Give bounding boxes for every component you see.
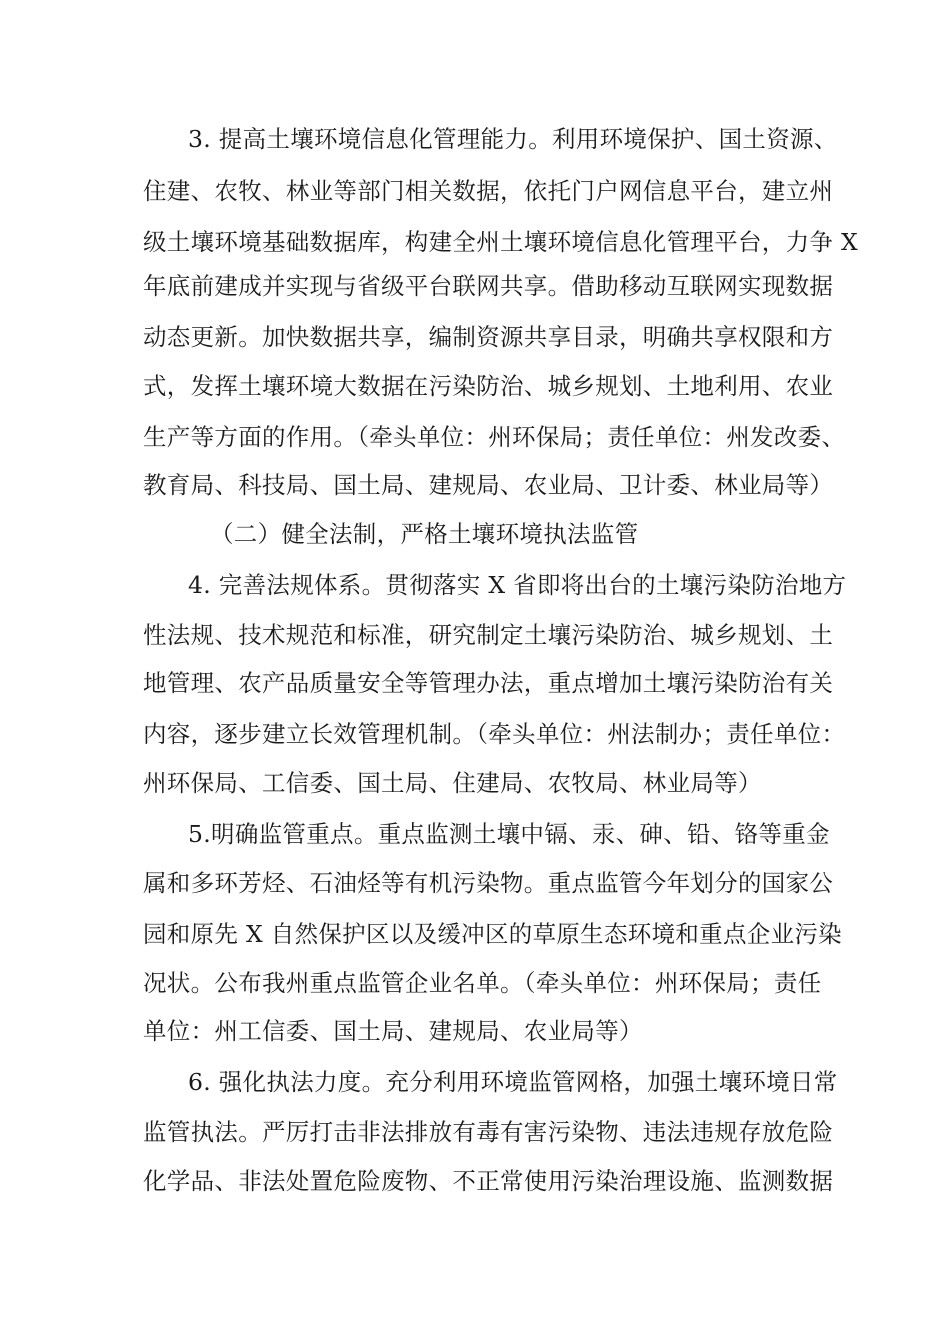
paragraph-5-line-1: 5.明确监管重点。重点监测土壤中镉、汞、砷、铅、铬等重金 (188, 820, 830, 848)
paragraph-3-line-6: 式，发挥土壤环境大数据在污染防治、城乡规划、土地利用、农业 (143, 372, 834, 400)
paragraph-5-line-5: 单位：州工信委、国土局、建规局、农业局等） (143, 1017, 643, 1045)
section-heading: （二）健全法制，严格土壤环境执法监管 (210, 520, 639, 548)
paragraph-3-line-7: 生产等方面的作用。（牵头单位：州环保局；责任单位：州发改委、 (143, 423, 846, 451)
paragraph-3-line-1: 3. 提高土壤环境信息化管理能力。利用环境保护、国土资源、 (188, 125, 838, 153)
paragraph-4-line-5: 州环保局、工信委、国土局、住建局、农牧局、林业局等） (143, 769, 762, 797)
paragraph-5-line-2: 属和多环芳烃、石油烃等有机污染物。重点监管今年划分的国家公 (143, 869, 834, 897)
paragraph-6-line-2: 监管执法。严厉打击非法排放有毒有害污染物、违法违规存放危险 (143, 1118, 834, 1146)
paragraph-3-line-3: 级土壤环境基础数据库，构建全州土壤环境信息化管理平台，力争 X (143, 228, 858, 256)
paragraph-4-line-2: 性法规、技术规范和标准，研究制定土壤污染防治、城乡规划、土 (143, 621, 834, 649)
paragraph-4-line-1: 4. 完善法规体系。贯彻落实 X 省即将出台的土壤污染防治地方 (188, 571, 847, 599)
paragraph-4-line-3: 地管理、农产品质量安全等管理办法，重点增加土壤污染防治有关 (143, 669, 834, 697)
paragraph-3-line-8: 教育局、科技局、国土局、建规局、农业局、卫计委、林业局等） (143, 471, 834, 499)
paragraph-6-line-3: 化学品、非法处置危险废物、不正常使用污染治理设施、监测数据 (143, 1167, 834, 1195)
paragraph-4-line-4: 内容，逐步建立长效管理机制。（牵头单位：州法制办；责任单位： (143, 720, 846, 748)
paragraph-3-line-4: 年底前建成并实现与省级平台联网共享。借助移动互联网实现数据 (143, 272, 834, 300)
paragraph-5-line-4: 况状。公布我州重点监管企业名单。（牵头单位：州环保局；责任 (143, 969, 822, 997)
paragraph-3-line-5: 动态更新。加快数据共享，编制资源共享目录，明确共享权限和方 (143, 323, 834, 351)
paragraph-6-line-1: 6. 强化执法力度。充分利用环境监管网格，加强土壤环境日常 (188, 1068, 838, 1096)
paragraph-3-line-2: 住建、农牧、林业等部门相关数据，依托门户网信息平台，建立州 (143, 177, 834, 205)
paragraph-5-line-3: 园和原先 X 自然保护区以及缓冲区的草原生态环境和重点企业污染 (143, 920, 842, 948)
